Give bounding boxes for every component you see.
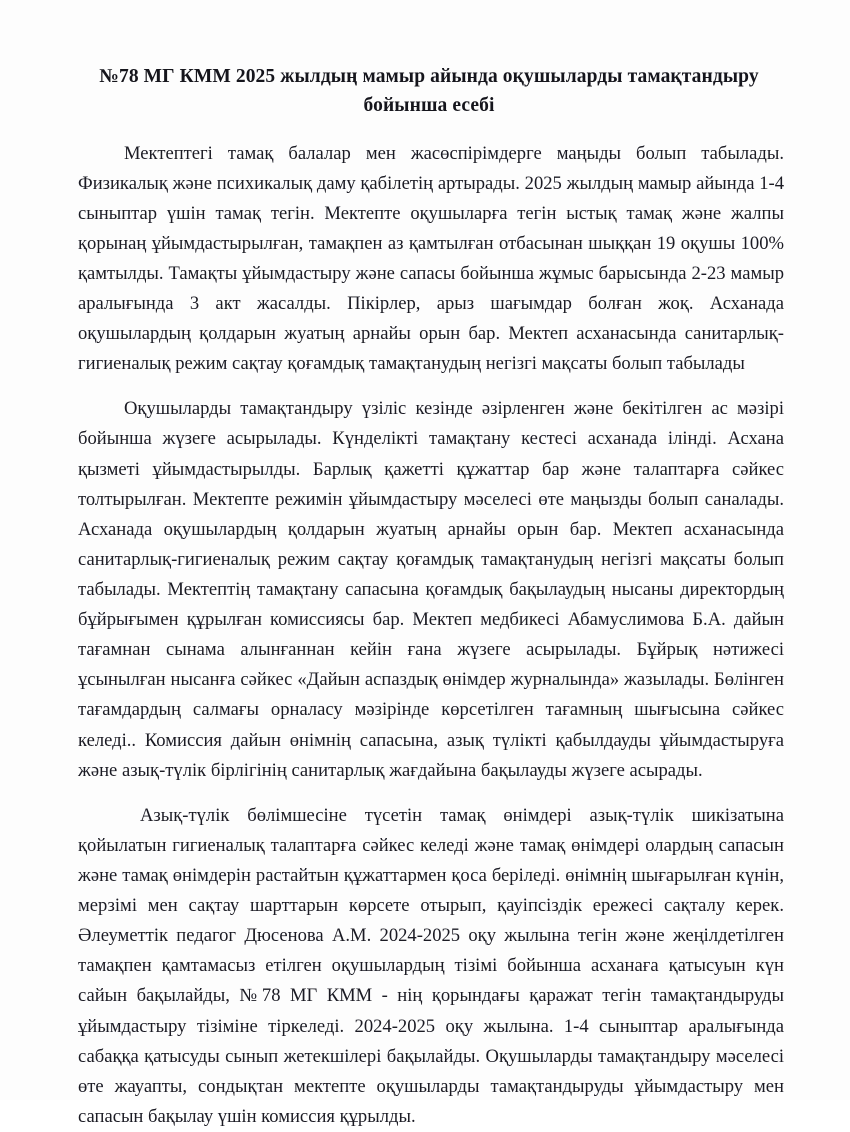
paragraph-2: Оқушыларды тамақтандыру үзіліс кезінде әзірленген және бекітілген ас мәзірі бойынша жүзеге асырылады. Күнделікті тамақтану кестесі асханада ілінді. Асхана қызметі ұйымдастырылды. Барлық қажетті құжаттар бар және талаптарға сәйкес толтырылған. Мектепте режимін ұйымдастыру мәселесі өте маңызды болып саналады. Асханада оқушылардың қолдарын жуатың арнайы орын бар. Мектеп асханасында санитарлық-гигиеналық режим сақтау қоғамдық тамақтанудың негізгі мақсаты болып табылады. Мектептің тамақтану сапасына қоғамдық бақылаудың нысаны директордың бұйрығымен құрылған комиссиясы бар. Мектеп медбикесі Абамуслимова Б.А. дайын тағамнан сынама алынғаннан кейін ғана жүзеге асырылады. Бұйрық нәтижесі ұсынылған нысанға сәйкес «Дайын аспаздық өнімдер журналында» жазылады. Бөлінген тағамдардың салмағы орналасу мәзірінде көрсетілген тағамның шығысына сәйкес келеді.. Комиссия дайын өнімнің сапасына, азық түлікті қабылдауды ұйымдастыруға және азық-түлік бірлігінің санитарлық жағдайына бақылауды жүзеге асырады. xyxy=(78,398,784,781)
document-title-line-2: бойынша есебі xyxy=(363,95,495,117)
document-title xyxy=(84,62,774,121)
paragraph-3: Азық-түлік бөлімшесіне түсетін тамақ өнімдері азық-түлік шикізатына қойылатын гигиеналық талаптарға сәйкес келеді және тамақ өнімдері олардың сапасын және тамақ өнімдерін растайтын құжаттармен қоса беріледі. өнімнің шығарылған күнін, мерзімі мен сақтау шарттарын көрсете отырып, қауіпсіздік ережесі сақталу керек. Әлеуметтік педагог Дюсенова А.М. 2024-2025 оқу жылына тегін және жеңілдетілген тамақпен қамтамасыз етілген оқушылардың тізімі бойынша асханаға қатысуын күн сайын бақылайды, №78 МГ КММ - нің қорындағы қаражат тегін тамақтандыруды ұйымдастыру тізіміне тіркеледі. 2024-2025 оқу жылына. 1-4 сыныптар аралығында сабаққа қатысуды сынып жетекшілері бақылайды. Оқушыларды тамақтандыру мәселесі өте жауапты, сондықтан мектепте оқушыларды тамақтандыруды ұйымдастыру мен сапасын бақылау үшін комиссия құрылды. xyxy=(78,804,784,1127)
document-title-line-1: №78 МГ КММ 2025 жылдың мамыр айында оқушыларды тамақтандыру xyxy=(99,66,759,87)
paragraph-1: Мектептегі тамақ балалар мен жасөспірімдерге маңыды болып табылады. Физикалық және психикалық даму қабілетің артырады. 2025 жылдың мамыр айында 1-4 сыныптар үшін тамақ тегін. Мектепте оқушыларға тегін ыстық тамақ және жалпы қорынаң ұйымдастырылған, тамақпен аз қамтылған отбасынан шыққан 19 оқушы 100% қамтылды. Тамақты ұйымдастыру және сапасы бойынша жұмыс барысында 2-23 мамыр аралығында 3 акт жасалды. Пікірлер, арыз шағымдар болған жоқ. Асханада оқушылардың қолдарын жуатың арнайы орын бар. Мектеп асханасында санитарлық-гигиеналық режим сақтау қоғамдық тамақтанудың негізгі мақсаты болып табылады xyxy=(78,142,784,375)
